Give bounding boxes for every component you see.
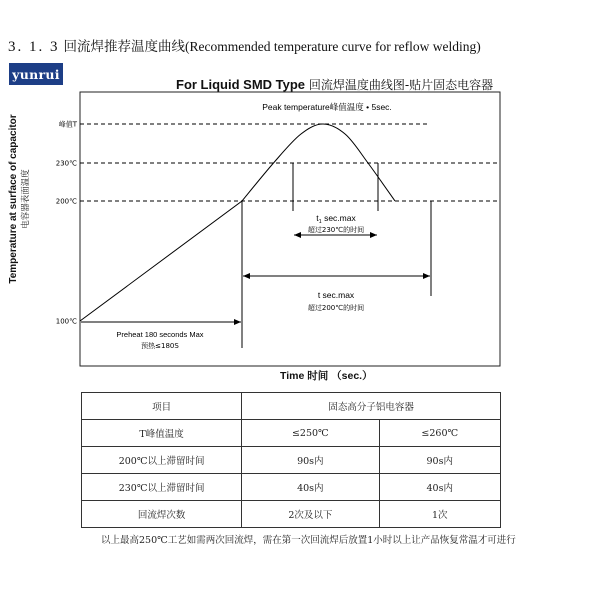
- table-cell: T峰值温度: [82, 420, 242, 447]
- table-cell: 固态高分子铝电容器: [242, 393, 501, 420]
- table-cell: 2次及以下: [242, 501, 379, 528]
- table-cell: 90s内: [379, 447, 500, 474]
- table-cell: 230℃以上滞留时间: [82, 474, 242, 501]
- t1-label-rest: sec.max: [321, 213, 356, 223]
- y-axis-label-en: Temperature at surface of capacitor: [8, 114, 19, 284]
- section-title: 回流焊推荐温度曲线(Recommended temperature curve for reflow welding): [63, 39, 481, 54]
- t-description: 超过200℃的时间: [307, 304, 365, 312]
- plot-frame: [80, 92, 500, 366]
- table-cell: 200℃以上滞留时间: [82, 447, 242, 474]
- y-tick-label: 230℃: [55, 159, 77, 168]
- t1-description: 超过230℃的时间: [307, 226, 365, 234]
- table-row: [82, 474, 501, 501]
- preheat-label: Preheat 180 seconds Max: [116, 330, 204, 339]
- y-axis-label-cn: 电容器表面温度: [21, 169, 31, 229]
- y-tick-label: 100℃: [55, 317, 77, 326]
- table-cell: ≤260℃: [379, 420, 500, 447]
- chart-title-cn: 回流焊温度曲线图-贴片固态电容器: [305, 78, 494, 92]
- table-row: [82, 393, 501, 420]
- table-row: [82, 420, 501, 447]
- spec-table: [81, 392, 501, 528]
- t1-label-t: t: [316, 213, 319, 223]
- table-cell: ≤250℃: [242, 420, 379, 447]
- x-axis-label: Time 时间 （sec.）: [280, 370, 373, 382]
- brand-logo: yunrui: [9, 63, 63, 85]
- table-row: [82, 501, 501, 528]
- y-tick-label: 200℃: [55, 197, 77, 206]
- table-cell: 40s内: [379, 474, 500, 501]
- table-cell: 90s内: [242, 447, 379, 474]
- table-cell: 项目: [82, 393, 242, 420]
- footnote: 以上最高250℃工艺如需两次回流焊，需在第一次回流焊后放置1小时以上让产品恢复常温才可进行: [101, 535, 516, 546]
- table-cell: 1次: [379, 501, 500, 528]
- table-cell: 40s内: [242, 474, 379, 501]
- peak-annotation: Peak temperature峰值温度 • 5sec.: [262, 102, 392, 112]
- table-row: [82, 447, 501, 474]
- chart-title-en: For Liquid SMD Type: [176, 77, 306, 92]
- t1-label: [316, 213, 356, 225]
- table-cell: 回流焊次数: [82, 501, 242, 528]
- preheat-description: 预热≤180S: [141, 342, 179, 350]
- y-tick-label: 峰值T: [58, 120, 77, 129]
- t1-label-sub: 1: [318, 219, 322, 225]
- section-number: 3. 1. 3: [8, 39, 60, 55]
- t-label: t sec.max: [317, 290, 355, 300]
